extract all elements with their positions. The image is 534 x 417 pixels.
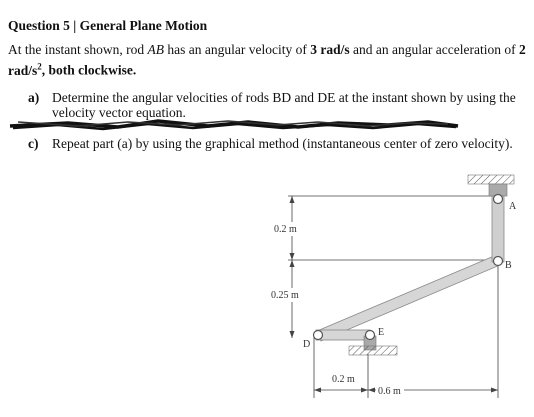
dim-label-bottom-left: 0.2 m [332,374,355,385]
part-c-label: c) [28,136,39,151]
rod-ab-label: AB [147,42,164,57]
arrowhead [290,260,295,267]
angular-acceleration-value: 2 [519,42,526,57]
arrowhead [491,388,498,393]
statement-text-2: has an angular velocity of [164,42,311,57]
arrowhead [290,331,295,338]
statement-text-4: , both clockwise. [41,62,137,78]
label-b: B [505,260,512,271]
bottom-support-hatch [349,346,397,355]
arrowhead [290,196,295,203]
pin-e [366,331,375,340]
top-support-hatch [468,175,514,184]
part-a-label: a) [28,90,40,105]
dim-label-middle: 0.25 m [271,290,299,301]
angular-acceleration-unit: rad/$s^2$ [8,61,42,78]
dim-label-top: 0.2 m [274,224,297,235]
label-d: D [303,339,311,350]
question-title: Question 5 | General Plane Motion [8,18,208,33]
part-a-text: Determine the angular velocities of rods BD and DE at the instant shown by using the velocity vector equation. [52,90,516,120]
arrowhead [361,388,368,393]
part-c-text: Repeat part (a) by using the graphical method (instantaneous center of zero velocity). [52,136,513,151]
pin-b [494,257,503,266]
rod-bd [317,256,500,341]
dim-label-bottom-right: 0.6 m [378,386,401,397]
rod-de [316,330,370,340]
angular-velocity-value: 3 rad/s [310,42,350,57]
label-e: E [378,327,385,338]
statement-text-1: At the instant shown, rod [8,42,148,57]
arrowhead [314,388,321,393]
arrowhead [290,253,295,260]
pin-a [494,195,503,204]
statement-text-3: and an angular acceleration of [349,42,520,57]
arrowhead [368,388,375,393]
pin-d [314,331,323,340]
rod-ab [492,196,504,262]
label-a: A [509,201,517,212]
